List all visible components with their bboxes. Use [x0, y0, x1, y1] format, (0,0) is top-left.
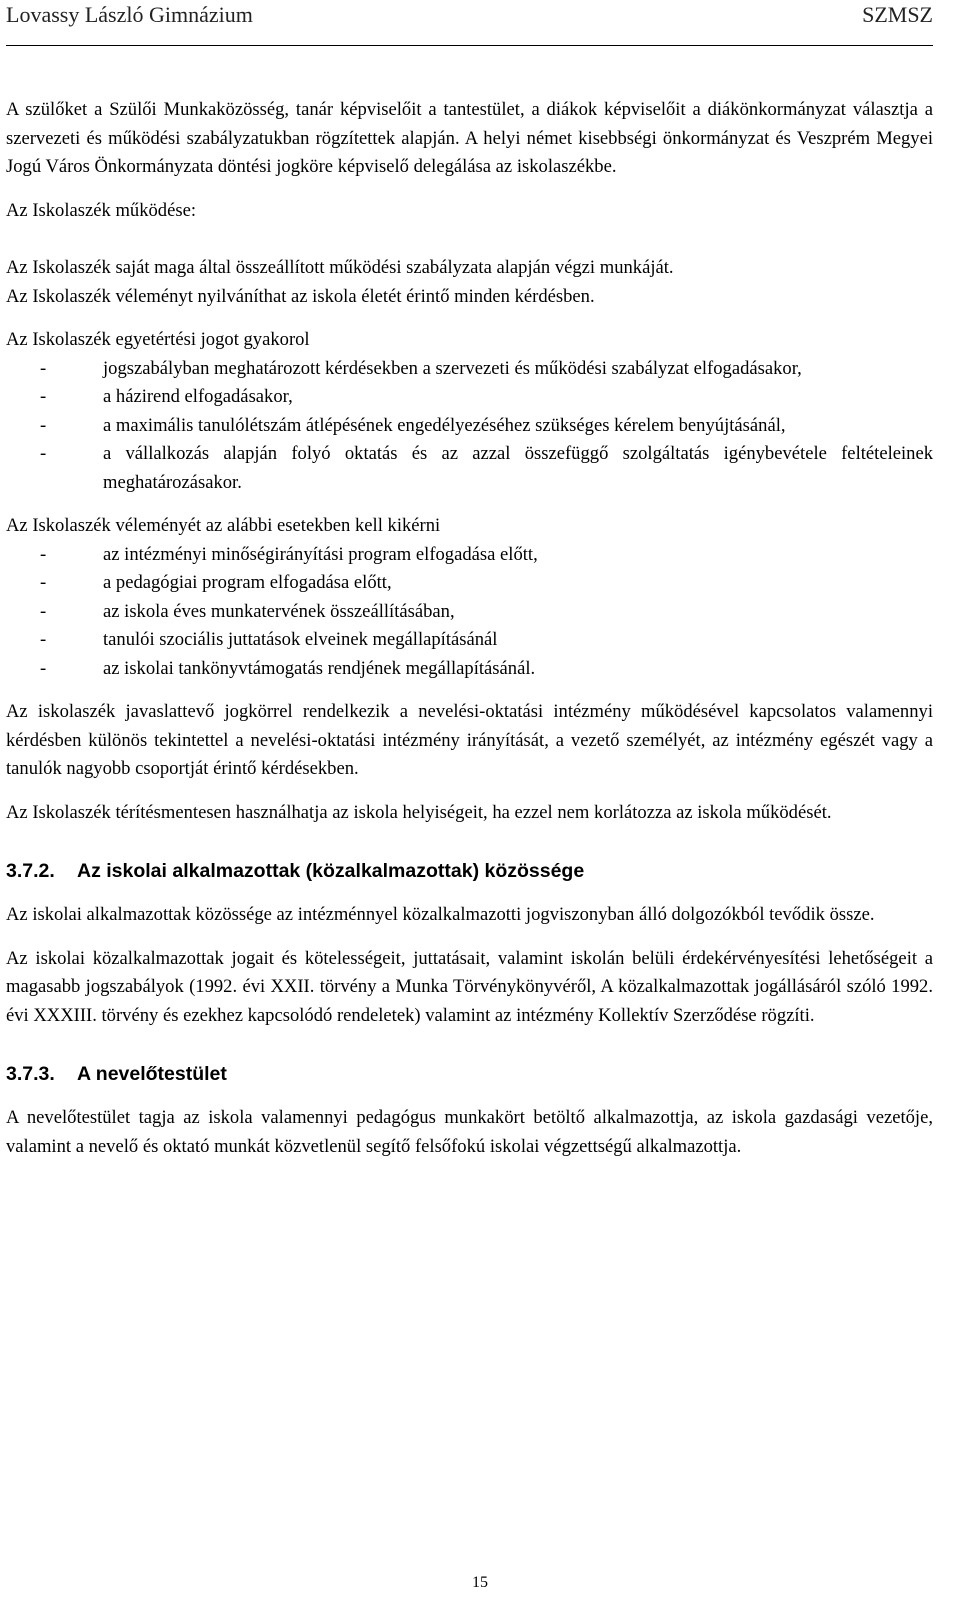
document-body — [6, 96, 933, 1161]
paragraph: Az iskolai közalkalmazottak jogait és kötelességeit, juttatásait, valamint iskolán belüli érdekérvényesítési lehetőségeit a magasabb jogszabályok (1992. évi XXII. törvény a Munka Törvénykönyvéről, A közalkalmazottak jogállásáról szóló 1992. évi XXXIII. törvény és ezekhez kapcsolódó rendeletek) valamint az intézmény Kollektív Szerződése rögzíti. — [6, 947, 933, 1026]
list-marker: - — [40, 443, 47, 464]
paragraph: Az Iskolaszék véleményt nyilváníthat az iskola életét érintő minden kérdésben. — [6, 285, 595, 307]
list-item: - a házirend elfogadásakor, — [6, 383, 933, 412]
opinion-list — [6, 541, 933, 684]
paragraph: A nevelőtestület tagja az iskola valamennyi pedagógus munkakört betöltő alkalmazottja, az iskola gazdasági vezetője, valamint a nevelő és oktató munkát közvetlenül segítő felsőfokú iskolai végzettségű alkalmazottja. — [6, 1107, 933, 1157]
section-heading — [6, 1059, 933, 1089]
list-marker: - — [40, 629, 47, 650]
paragraph: Az Iskolaszék véleményét az alábbi esetekben kell kikérni — [6, 515, 441, 536]
list-marker: - — [40, 572, 47, 593]
list-item: - az iskola éves munkatervének összeállításában, — [6, 598, 933, 627]
paragraph: Az Iskolaszék saját maga által összeállított működési szabályzata alapján végzi munkáját. — [6, 257, 674, 278]
paragraph: Az Iskolaszék térítésmentesen használhatja az iskola helyiségeit, ha ezzel nem korlátozza az iskola működését. — [6, 801, 832, 823]
section-title: Az iskolai alkalmazottak (közalkalmazottak) közössége — [77, 860, 585, 882]
list-item: - a pedagógiai program elfogadása előtt, — [6, 569, 933, 598]
list-item: - a vállalkozás alapján folyó oktatás és az azzal összefüggő szolgáltatás igénybevétele feltételeinek meghatározásakor. — [6, 440, 933, 497]
list-marker: - — [40, 600, 47, 622]
paragraph: Az Iskolaszék működése: — [6, 199, 197, 221]
page-header — [6, 0, 933, 46]
section-number: 3.7.2. — [6, 860, 55, 882]
list-marker: - — [40, 657, 47, 679]
list-item: - jogszabályban meghatározott kérdésekben a szervezeti és működési szabályzat elfogadásakor, — [6, 355, 933, 384]
consent-list — [6, 355, 933, 498]
header-document-code: SZMSZ — [862, 2, 933, 27]
paragraph: Az iskolai alkalmazottak közössége az intézménnyel közalkalmazotti jogviszonyban álló dolgozókból tevődik össze. — [6, 904, 875, 925]
paragraph: Az Iskolaszék egyetértési jogot gyakorol — [6, 329, 310, 350]
section-heading — [6, 856, 933, 886]
list-marker: - — [40, 386, 47, 407]
paragraph: Az iskolaszék javaslattevő jogkörrel rendelkezik a nevelési-oktatási intézmény működésével kapcsolatos valamennyi kérdésben különös tekintettel a nevelési-oktatási intézmény irányítását, a vezető személyét, az intézmény egészét vagy a tanulók nagyobb csoportját érintő kérdésekben. — [6, 701, 933, 779]
list-marker: - — [40, 543, 47, 565]
page-number: 15 — [472, 1574, 488, 1591]
list-item: - az iskolai tankönyvtámogatás rendjének megállapításánál. — [6, 655, 933, 684]
list-item: - az intézményi minőségirányítási program elfogadása előtt, — [6, 541, 933, 570]
list-item: - a maximális tanulólétszám átlépésének engedélyezéséhez szükséges kérelem benyújtásánál, — [6, 412, 933, 441]
list-item: - tanulói szociális juttatások elveinek megállapításánál — [6, 626, 933, 655]
paragraph: A szülőket a Szülői Munkaközösség, tanár képviselőit a tantestület, a diákok képviselőit a diákönkormányzat választja a szervezeti és működési szabályzatukban rögzítettek alapján. A helyi német kisebbségi önkormányzat és Veszprém Megyei Jogú Város Önkormányzata döntési jogköre képviselő delegálása az iskolaszékbe. — [6, 99, 933, 177]
list-marker: - — [40, 357, 47, 379]
section-title: A nevelőtestület — [77, 1063, 227, 1085]
section-number: 3.7.3. — [6, 1063, 55, 1085]
list-marker: - — [40, 414, 47, 436]
header-school-name: Lovassy László Gimnázium — [6, 2, 253, 27]
